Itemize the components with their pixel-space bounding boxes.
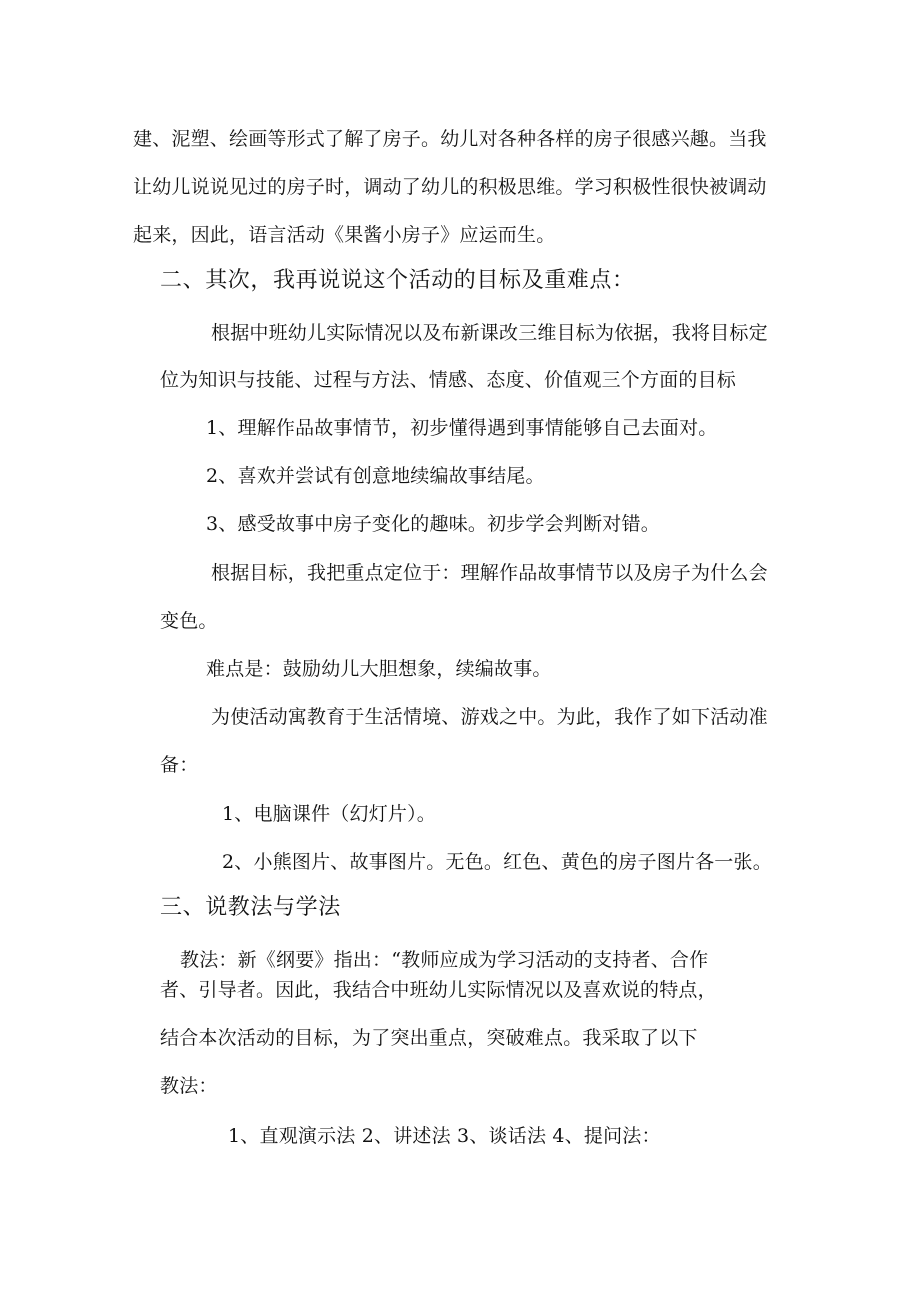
goal-item-3: 3、感受故事中房子变化的趣味。初步学会判断对错。 — [206, 513, 660, 535]
method-list: 1、直观演示法 2、讲述法 3、谈话法 4、提问法： — [228, 1125, 661, 1147]
preparation-line-2: 备： — [160, 754, 199, 776]
section-heading-3: 三、说教法与学法 — [160, 895, 341, 920]
goal-item-2: 2、喜欢并尝试有创意地续编故事结尾。 — [206, 465, 545, 487]
key-point-line-1: 根据目标，我把重点定位于：理解作品故事情节以及房子为什么会 — [211, 562, 768, 584]
difficulty-line: 难点是：鼓励幼儿大胆想象，续编故事。 — [206, 658, 552, 680]
goal-item-1: 1、理解作品故事情节，初步懂得遇到事情能够自己去面对。 — [206, 417, 718, 439]
preparation-item-1: 1、电脑课件（幻灯片）。 — [222, 803, 436, 825]
method-line-3: 结合本次活动的目标，为了突出重点，突破难点。我采取了以下 — [160, 1027, 698, 1049]
method-line-1: 教法：新《纲要》指出：“教师应成为学习活动的支持者、合作 — [180, 949, 709, 971]
paragraph-line-3: 起来，因此，语言活动《果酱小房子》应运而生。 — [133, 224, 556, 246]
paragraph-line-5: 根据中班幼儿实际情况以及布新课改三维目标为依据，我将目标定 — [211, 322, 768, 344]
preparation-item-2: 2、小熊图片、故事图片。无色。红色、黄色的房子图片各一张。 — [222, 851, 772, 873]
method-line-4: 教法： — [160, 1075, 218, 1097]
method-line-2: 者、引导者。因此，我结合中班幼儿实际情况以及喜欢说的特点， — [160, 979, 717, 1001]
key-point-line-2: 变色。 — [160, 610, 218, 632]
paragraph-line-1: 建、泥塑、绘画等形式了解了房子。幼儿对各种各样的房子很感兴趣。当我 — [133, 128, 767, 150]
paragraph-line-6: 位为知识与技能、过程与方法、情感、态度、价值观三个方面的目标 — [160, 369, 737, 391]
section-heading-2: 二、其次，我再说说这个活动的目标及重难点： — [160, 268, 635, 293]
preparation-line-1: 为使活动寓教育于生活情境、游戏之中。为此，我作了如下活动准 — [211, 706, 768, 728]
paragraph-line-2: 让幼儿说说见过的房子时，调动了幼儿的积极思维。学习积极性很快被调动 — [133, 176, 767, 198]
